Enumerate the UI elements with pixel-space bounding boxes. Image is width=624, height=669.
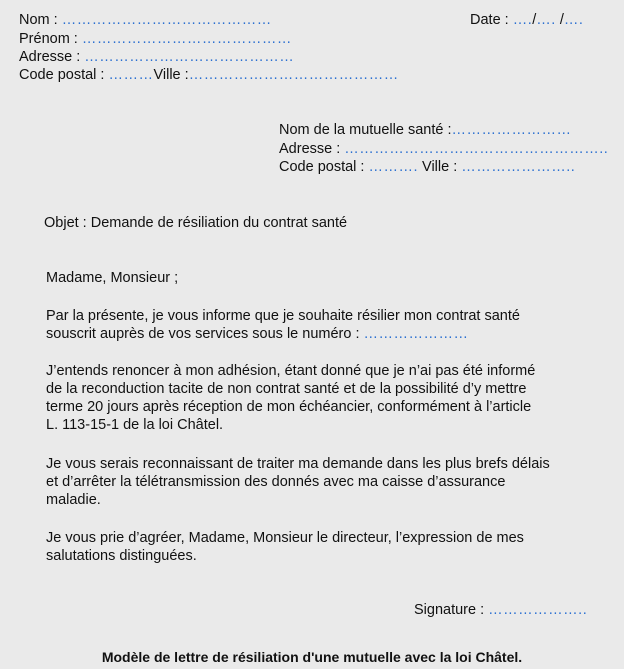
date-label: Date :: [470, 12, 509, 28]
date-day-dots: ….: [512, 12, 533, 28]
sender-adresse-label: Adresse :: [19, 49, 81, 65]
recipient-mutuelle-line: [279, 121, 571, 139]
sender-prenom-label: Prénom :: [19, 31, 78, 47]
date-sep-1: /: [532, 12, 537, 28]
contract-number-dots: …………………: [363, 326, 469, 342]
sender-nom-line: [19, 11, 272, 29]
paragraph-1-line-2: [46, 325, 606, 343]
recipient-adresse-line: [279, 140, 608, 158]
date-line: [470, 11, 583, 29]
salutation: Madame, Monsieur ;: [46, 270, 179, 286]
signature-dots: ………………..: [488, 602, 588, 618]
paragraph-2-line-3: terme 20 jours après réception de mon échéancier, conformément à l’article: [46, 399, 532, 415]
paragraph-3: [46, 455, 606, 509]
recipient-adresse-dots: ……………………………………………..: [344, 141, 609, 157]
paragraph-2-line-2: de la reconduction tacite de non contrat santé et de la possibilité d’y mettre: [46, 381, 527, 397]
recipient-mutuelle-dots: ……………………: [451, 122, 572, 138]
sender-codepostal-dots: ………: [108, 67, 154, 83]
signature-label: Signature :: [414, 602, 485, 618]
sender-prenom-line: [19, 30, 292, 48]
sender-nom-dots: ……………………………………: [61, 12, 272, 28]
paragraph-3-line-1: Je vous serais reconnaissant de traiter ma demande dans les plus brefs délais: [46, 456, 550, 472]
sender-codepostal-line: [19, 66, 399, 84]
paragraph-4: [46, 529, 606, 565]
paragraph-2-line-1: J’entends renoncer à mon adhésion, étant donné que je n’ai pas été informé: [46, 363, 536, 379]
paragraph-1: [46, 307, 606, 343]
paragraph-3-line-3: maladie.: [46, 492, 101, 508]
recipient-codepostal-dots: ……….: [368, 159, 419, 175]
sender-ville-label: Ville :: [153, 67, 189, 83]
sender-prenom-dots: ……………………………………: [81, 31, 292, 47]
sender-ville-dots: ……………………………………: [188, 67, 399, 83]
recipient-ville-dots: …………………..: [461, 159, 576, 175]
sender-adresse-dots: ……………………………………: [84, 49, 295, 65]
recipient-codepostal-label: Code postal :: [279, 159, 365, 175]
document-caption: Modèle de lettre de résiliation d'une mutuelle avec la loi Châtel.: [101, 649, 523, 665]
recipient-adresse-label: Adresse :: [279, 141, 341, 157]
signature-line: [414, 601, 587, 619]
objet-line: Objet : Demande de résiliation du contrat santé: [44, 215, 348, 231]
recipient-codepostal-line: [279, 158, 575, 176]
sender-codepostal-label: Code postal :: [19, 67, 105, 83]
date-year-dots: ….: [563, 12, 584, 28]
paragraph-4-line-1: Je vous prie d’agréer, Madame, Monsieur le directeur, l’expression de mes: [46, 530, 524, 546]
sender-nom-label: Nom :: [19, 12, 58, 28]
paragraph-2-line-4: L. 113-15-1 de la loi Châtel.: [46, 417, 224, 433]
paragraph-3-line-2: et d’arrêter la télétransmission des donnés avec ma caisse d’assurance: [46, 474, 506, 490]
paragraph-2: [46, 362, 606, 434]
paragraph-1-line-1: Par la présente, je vous informe que je souhaite résilier mon contrat santé: [46, 308, 520, 324]
contract-number-label: souscrit auprès de vos services sous le numéro :: [46, 326, 360, 342]
recipient-ville-label: Ville :: [422, 159, 458, 175]
date-sep-2: /: [559, 12, 564, 28]
recipient-mutuelle-label: Nom de la mutuelle santé :: [279, 122, 452, 138]
sender-adresse-line: [19, 48, 294, 66]
paragraph-4-line-2: salutations distinguées.: [46, 548, 197, 564]
date-month-dots: ….: [536, 12, 556, 28]
